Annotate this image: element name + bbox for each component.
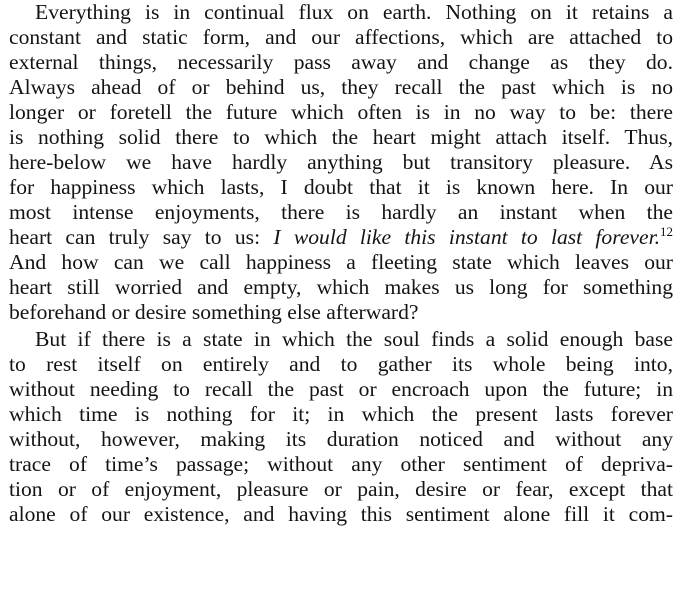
italic-quote: I would like this instant to last forever. (273, 225, 660, 249)
text-line-with-italic-quote (9, 225, 673, 250)
line-prefix: heart can truly say to us: (9, 225, 274, 249)
text-line: for happiness which lasts, I doubt that it is known here. In our (9, 175, 673, 199)
text-line: constant and static form, and our affections, which are attached to (9, 25, 673, 49)
text-line: trace of time’s passage; without any other sentiment of depriva- (9, 452, 673, 476)
text-line: Everything is in continual flux on earth. Nothing on it retains a (35, 0, 673, 24)
text-line: tion or of enjoyment, pleasure or pain, desire or fear, except that (9, 477, 673, 501)
text-line: without needing to recall the past or encroach upon the future; in (9, 377, 673, 401)
text-line: Always ahead of or behind us, they recall the past which is no (9, 75, 673, 99)
text-line: But if there is a state in which the soul finds a solid enough base (35, 327, 673, 351)
text-line: alone of our existence, and having this sentiment alone fill it com- (9, 502, 673, 526)
text-line: which time is nothing for it; in which the present lasts forever (9, 402, 673, 426)
text-line: most intense enjoyments, there is hardly an instant when the (9, 200, 673, 224)
text-line: heart still worried and empty, which makes us long for something (9, 275, 673, 299)
text-line: external things, necessarily pass away and change as they do. (9, 50, 673, 74)
footnote-marker: 12 (660, 224, 673, 239)
text-line: beforehand or desire something else afterward? (9, 300, 419, 324)
text-line: without, however, making its duration noticed and without any (9, 427, 673, 451)
text-line: here-below we have hardly anything but transitory pleasure. As (9, 150, 673, 174)
text-line: to rest itself on entirely and to gather its whole being into, (9, 352, 673, 376)
text-line: And how can we call happiness a fleeting state which leaves our (9, 250, 673, 274)
text-line: is nothing solid there to which the heart might attach itself. Thus, (9, 125, 673, 149)
text-line: longer or foretell the future which often is in no way to be: there (9, 100, 673, 124)
